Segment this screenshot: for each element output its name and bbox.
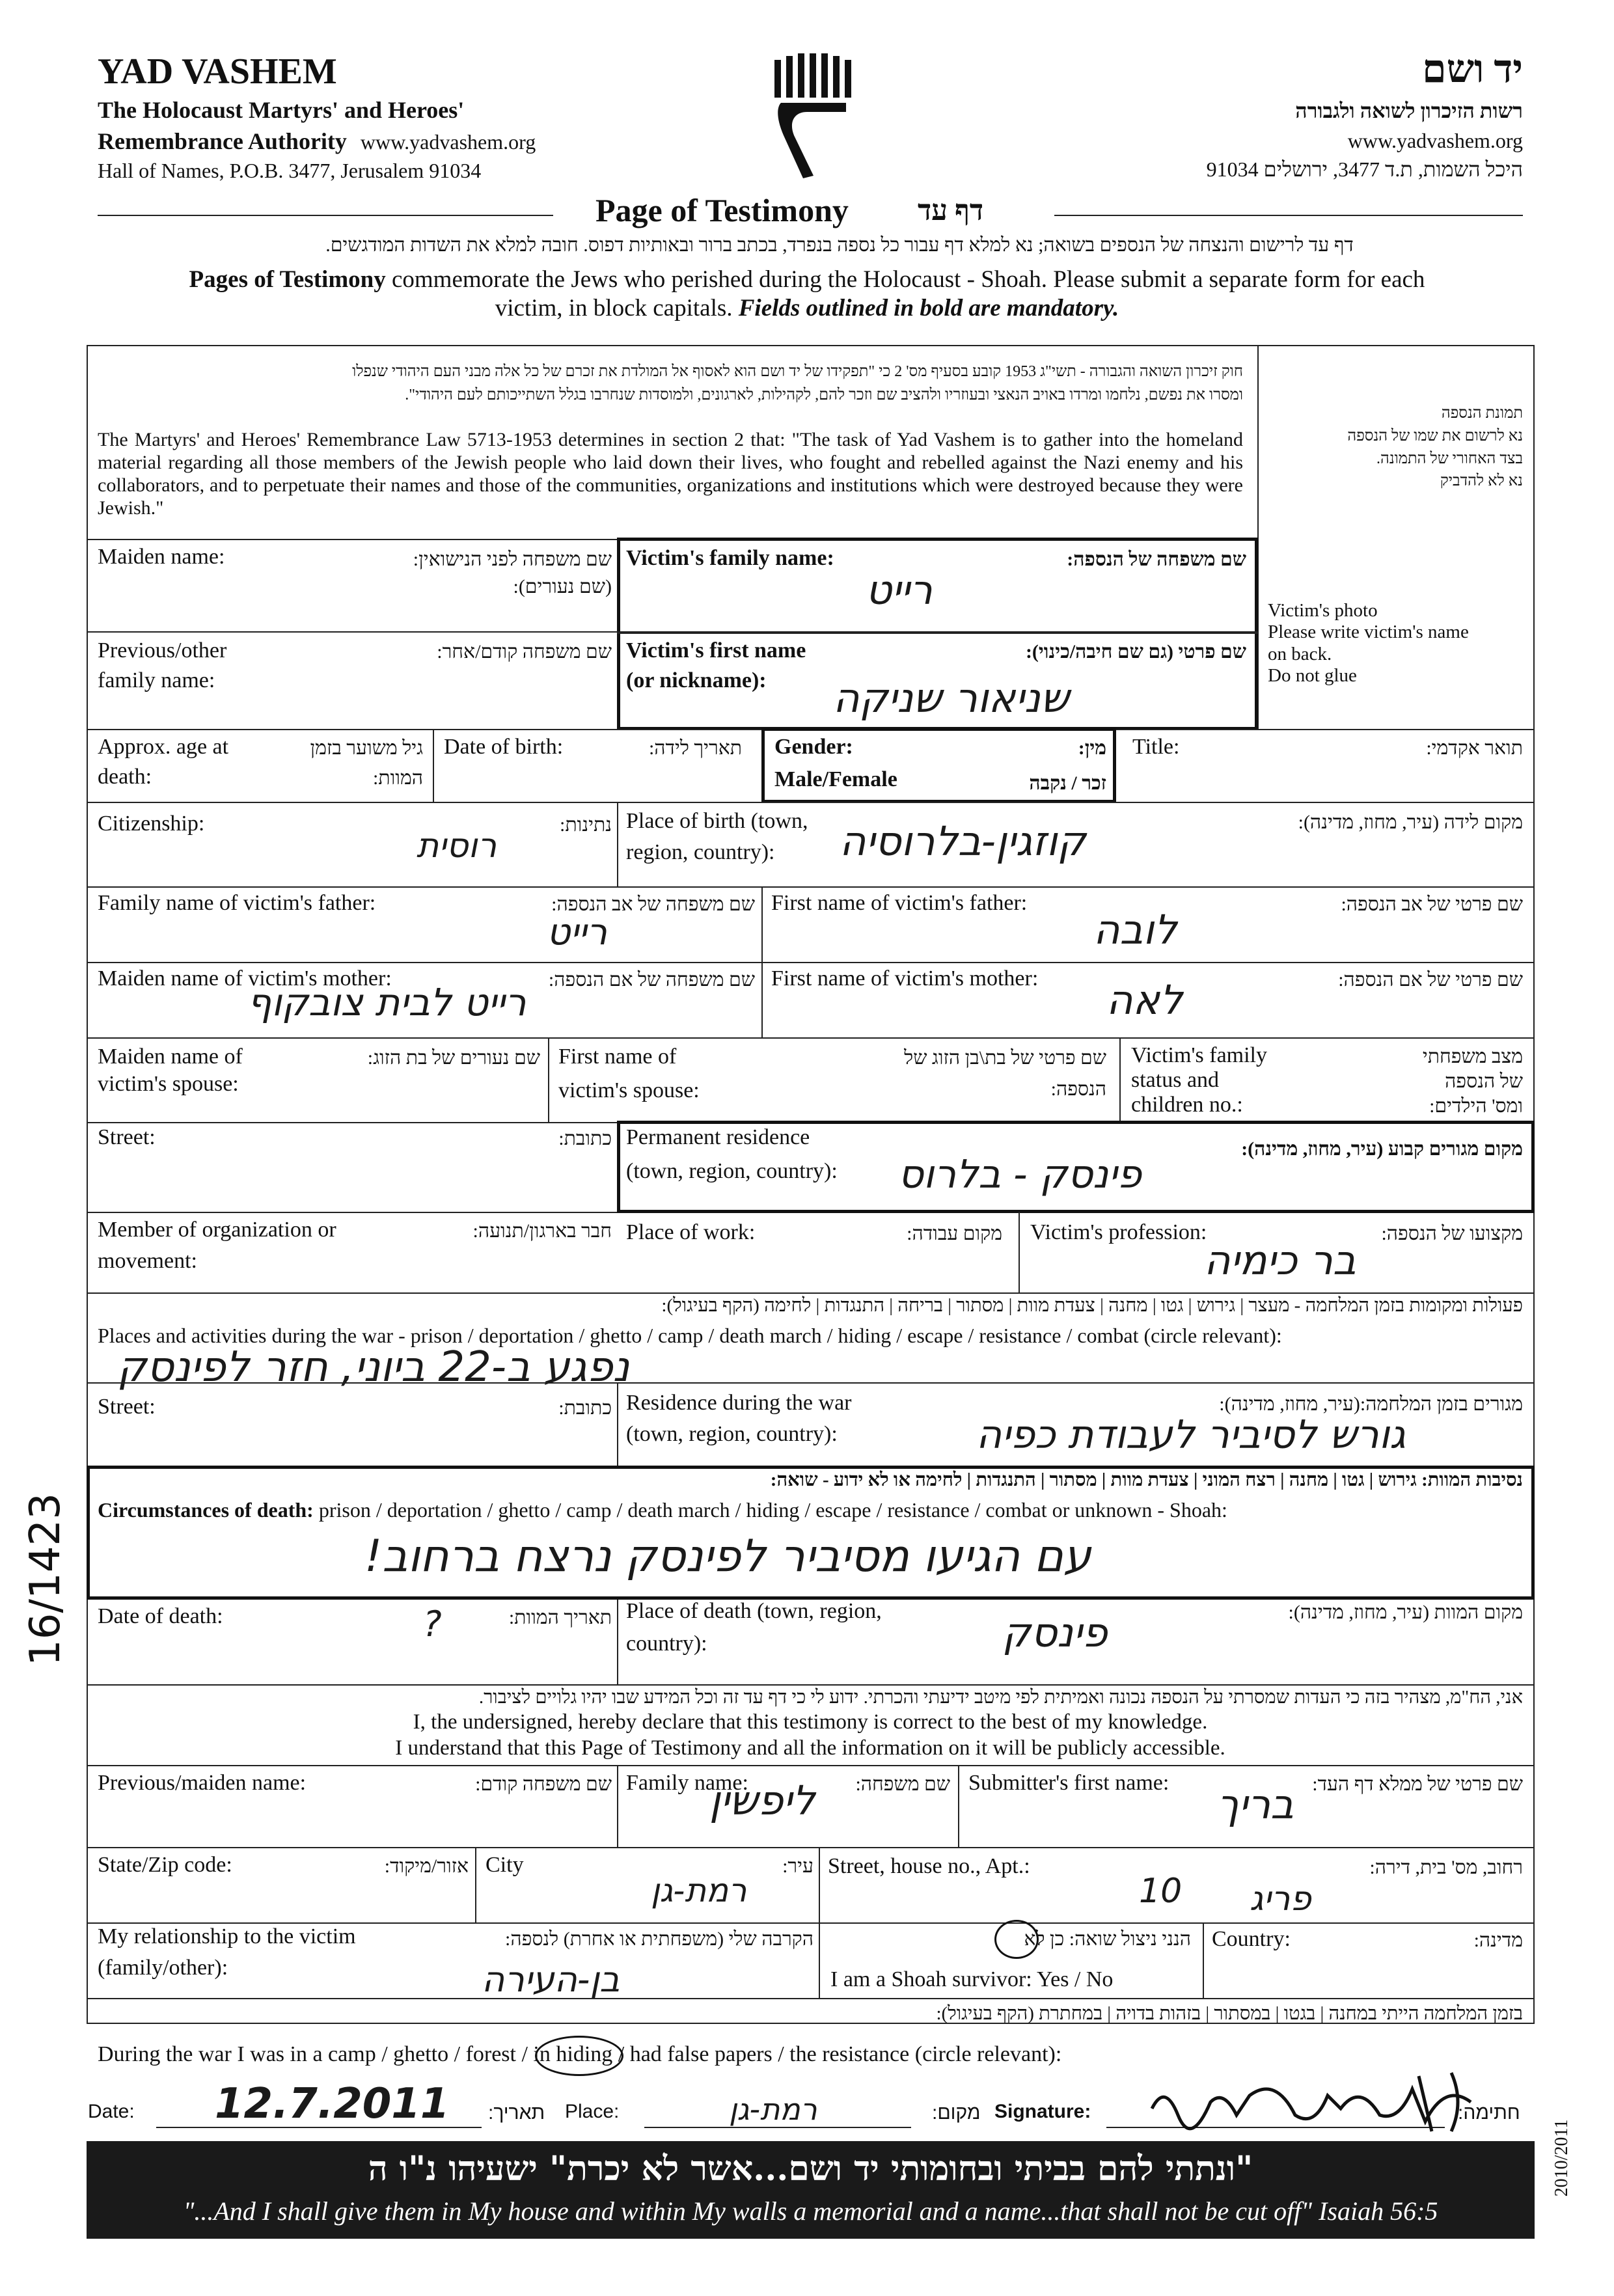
relationship-label-2: (family/other): bbox=[98, 1956, 228, 1980]
death-place-label-1: Place of death (town, region, bbox=[626, 1599, 882, 1623]
form-title-en: Page of Testimony bbox=[595, 192, 849, 228]
work-place-label: Place of work: bbox=[626, 1220, 756, 1244]
death-date-label-he: תאריך המוות: bbox=[508, 1607, 612, 1628]
rule bbox=[87, 1998, 1535, 1999]
residence-label-2: (town, region, country): bbox=[626, 1159, 838, 1183]
org-name-en: YAD VASHEM bbox=[98, 51, 337, 92]
death-place-value[interactable]: פינסק bbox=[1002, 1609, 1108, 1656]
photo-he bbox=[1269, 402, 1523, 493]
submitter-street-number[interactable]: 10 bbox=[1139, 1872, 1183, 1911]
first-name-label-2: (or nickname): bbox=[626, 668, 767, 692]
relationship-value[interactable]: בן-העירה bbox=[482, 1959, 620, 2000]
dob-label-he: תאריך לידה: bbox=[648, 737, 742, 759]
intro-en-mandatory: Fields outlined in bold are mandatory. bbox=[738, 295, 1119, 322]
intro-he: דף עד לרישום והנצחה של הנספים בשואה; נא למלא דף עבור כל נספה בנפרד, בכתב ברור ובאותיות דפוס. חובה למלא את השדות המודגשים. bbox=[325, 234, 1354, 256]
organization-label-he: חבר בארגון/תנועה: bbox=[472, 1220, 612, 1242]
submitter-first-label: Submitter's first name: bbox=[968, 1771, 1169, 1795]
org-name-he: יד ושם bbox=[1422, 48, 1523, 90]
family-name-value[interactable]: רייט bbox=[866, 566, 933, 614]
rule bbox=[1203, 1922, 1204, 1998]
spouse-first-label-he-2: הנספה: bbox=[1050, 1078, 1106, 1100]
war-places-en: Places and activities during the war - prison / deportation / ghetto / camp / death march / hiding / escape / resistance / combat (circle relevant): bbox=[98, 1324, 1282, 1347]
father-family-label-he: שם משפחה של אב הנספה: bbox=[551, 894, 755, 915]
quote-banner bbox=[87, 2141, 1535, 2239]
circumstances-he: נסיבות המוות: גירוש | גטו | מחנה | רצח המוני | צעדת מוות | מסתור | התנגדות | לחימה או לא ידוע - שואה: bbox=[770, 1469, 1523, 1490]
rule bbox=[87, 631, 617, 633]
profession-label-he: מקצועו של הנספה: bbox=[1381, 1223, 1523, 1244]
place-line bbox=[644, 2127, 911, 2128]
previous-family-label-he: שם משפחה קודם/אחר: bbox=[437, 641, 612, 663]
war-places-value[interactable]: נפגע ב-22 ביוני, חזר לפינסק bbox=[117, 1343, 630, 1391]
date-value[interactable]: 12.7.2011 bbox=[215, 2080, 450, 2128]
circumstances-value[interactable]: עם הגיעו מסיביר לפינסק נרצח ברחוב! bbox=[364, 1531, 1091, 1582]
yad-vashem-logo bbox=[768, 52, 859, 182]
submitter-prev-name-label-he: שם משפחה קודם: bbox=[475, 1773, 612, 1795]
age-label-he-2: המוות: bbox=[372, 767, 423, 789]
place-label-he: מקום: bbox=[932, 2102, 981, 2124]
title-label-he: תואר אקדמי: bbox=[1426, 737, 1523, 759]
place-value[interactable]: רמת-גן bbox=[729, 2092, 817, 2127]
date-label: Date: bbox=[88, 2101, 135, 2122]
first-name-label-he: שם פרטי (גם שם חיבה/כינוי): bbox=[1025, 641, 1246, 663]
rule bbox=[87, 1765, 1535, 1766]
spouse-first-label-he-1: שם פרטי של בת\בן הזוג של bbox=[904, 1047, 1106, 1069]
rule bbox=[475, 1847, 476, 1922]
father-family-label: Family name of victim's father: bbox=[98, 891, 376, 915]
rule bbox=[87, 1037, 1535, 1039]
photo-he-4: נא לא להדביק bbox=[1440, 472, 1523, 490]
family-status-label-1: Victim's family bbox=[1131, 1043, 1267, 1067]
rule bbox=[761, 886, 763, 962]
gender-label-1: Gender: bbox=[774, 735, 853, 759]
authority-en-1: The Holocaust Martyrs' and Heroes' bbox=[98, 97, 465, 123]
family-status-label-he-1: מצב משפחתי bbox=[1422, 1046, 1523, 1067]
war-places-he: פעולות ומקומות בזמן המלחמה - מעצר | גירוש | גטו | מחנה | צעדת מוות | מסתור | בריחה | התנגדות | לחימה (הקף בעיגול): bbox=[661, 1295, 1523, 1316]
authority-he: רשות הזיכרון לשואה ולגבורה bbox=[1295, 99, 1523, 122]
declaration-en-2: I understand that this Page of Testimony and all the information on it will be publicly accessible. bbox=[395, 1736, 1225, 1760]
residence-label-1: Permanent residence bbox=[626, 1125, 810, 1149]
photo-he-1: תמונת הנספה bbox=[1441, 405, 1523, 422]
declaration-he: אני, הח"מ, מצהיר בזה כי העדות שמסרתי על הנספה נכונה ואמיתית לפי מיטב ידיעתי והכרתי. ידוע לי כי דף עד זה וכל המידע שבו יהיו גלויים לציבור. bbox=[478, 1687, 1523, 1708]
law-he-2: ומסרו את נפשם, נלחמו ומרדו באויב הנאצי ובעוזריו ולהציב שם וזכר להם, לקהילות, לארגונים, ולמוסדות שנחרבו בגלל השתייכותם לעם היהודי". bbox=[405, 387, 1243, 403]
intro-en-1: commemorate the Jews who perished during the Holocaust - Shoah. Please submit a separate form for each bbox=[385, 266, 1425, 293]
spouse-first-label-1: First name of bbox=[558, 1045, 677, 1069]
rule bbox=[819, 1922, 820, 1998]
residence-label-he: מקום מגורים קבוע (עיר, מחוז, מדינה): bbox=[1241, 1138, 1523, 1160]
rule bbox=[761, 962, 763, 1037]
death-place-label-2: country): bbox=[626, 1632, 707, 1656]
signature-label: Signature: bbox=[994, 2101, 1091, 2122]
war-residence-value[interactable]: גורש לסיביר לעבודת כפיה bbox=[976, 1412, 1406, 1458]
gender-label-he-1: מין: bbox=[1078, 737, 1106, 759]
rule bbox=[433, 729, 434, 802]
maiden-name-label-he: שם משפחה לפני הנישואין: bbox=[413, 549, 612, 570]
death-place-label-he: מקום המוות (עיר, מחוז, מדינה): bbox=[1288, 1602, 1523, 1623]
zip-label: State/Zip code: bbox=[98, 1853, 232, 1877]
country-label: Country: bbox=[1212, 1927, 1291, 1951]
quote-he: "ונתתי להם בביתי ובחומותי יד ושם...אשר לא יכרת" ישעיהו נ"ו ה bbox=[368, 2149, 1253, 2189]
title-rule-right bbox=[1054, 215, 1523, 216]
mother-first-label: First name of victim's mother: bbox=[771, 966, 1039, 991]
photo-en bbox=[1268, 600, 1515, 687]
address-en: Hall of Names, P.O.B. 3477, Jerusalem 91034 bbox=[98, 159, 482, 182]
profession-value[interactable]: בר כימיה bbox=[1204, 1237, 1356, 1284]
family-status-label-3: children no.: bbox=[1131, 1093, 1243, 1117]
submitter-prev-name-label: Previous/maiden name: bbox=[98, 1771, 307, 1795]
submitter-family-label-he: שם משפחה: bbox=[855, 1773, 950, 1795]
relationship-label-he: הקרבה שלי (משפחתית או אחרת) לנספה: bbox=[505, 1928, 814, 1950]
rule bbox=[87, 886, 1535, 888]
serial-number[interactable]: 16/1423 bbox=[21, 1493, 70, 1666]
father-first-value[interactable]: לובה bbox=[1093, 906, 1177, 953]
form-version: 2010/2011 bbox=[1552, 2119, 1572, 2197]
quote-en: "...And I shall give them in My house and within My walls a memorial and a name...that shall not be cut off" Isaiah 56:5 bbox=[183, 2196, 1438, 2226]
photo-en-1: Victim's photo bbox=[1268, 600, 1378, 621]
family-status-label-2: status and bbox=[1131, 1068, 1220, 1092]
rule bbox=[617, 802, 618, 886]
mother-maiden-label: Maiden name of victim's mother: bbox=[98, 966, 392, 991]
spouse-maiden-label-he: שם נעורים של בת הזוג: bbox=[367, 1047, 540, 1069]
rule bbox=[617, 1600, 618, 1684]
rule bbox=[958, 1765, 959, 1847]
rule bbox=[617, 1765, 618, 1847]
previous-family-label-1: Previous/other bbox=[98, 638, 227, 663]
spouse-maiden-label-1: Maiden name of bbox=[98, 1045, 243, 1069]
first-name-value[interactable]: שניאור שניקה bbox=[833, 674, 1069, 722]
first-name-label-1: Victim's first name bbox=[626, 638, 806, 663]
intro-en bbox=[91, 266, 1523, 323]
family-name-label-he: שם משפחה של הנספה: bbox=[1067, 549, 1246, 570]
submitter-signature[interactable] bbox=[1145, 2070, 1484, 2135]
father-family-value[interactable]: רייט bbox=[547, 911, 607, 953]
survivor-yes-circle[interactable] bbox=[994, 1920, 1039, 1959]
organization-label-2: movement: bbox=[98, 1249, 197, 1273]
city-value[interactable]: רמת-גן bbox=[651, 1872, 747, 1909]
photo-en-2: Please write victim's name bbox=[1268, 622, 1469, 643]
organization-label-1: Member of organization or bbox=[98, 1218, 336, 1242]
intro-en-2: victim, in block capitals. bbox=[495, 295, 739, 322]
previous-family-label-2: family name: bbox=[98, 668, 215, 692]
father-first-label: First name of victim's father: bbox=[771, 891, 1028, 915]
city-label-he: עיר: bbox=[782, 1855, 814, 1877]
place-label: Place: bbox=[565, 2101, 620, 2122]
submitter-street-label-he: רחוב, מס' בית, דירה: bbox=[1369, 1857, 1523, 1878]
war-street-label: Street: bbox=[98, 1395, 156, 1419]
rule bbox=[87, 1212, 617, 1213]
mother-maiden-label-he: שם משפחה של אם הנספה: bbox=[548, 969, 755, 991]
date-label-he: תאריך: bbox=[488, 2102, 545, 2124]
citizenship-label-he: נתינות: bbox=[560, 814, 612, 836]
street-label: Street: bbox=[98, 1125, 156, 1149]
mother-maiden-value[interactable]: רייט לבית צובקוף bbox=[247, 980, 527, 1024]
submitter-street-value[interactable]: פריג bbox=[1250, 1879, 1311, 1919]
street-label-he: כתובת: bbox=[558, 1128, 612, 1149]
signature-label-he: חתימה: bbox=[1458, 2102, 1520, 2124]
birthplace-value[interactable]: קוזגין-בלרוסיה bbox=[840, 817, 1086, 865]
age-label-1: Approx. age at bbox=[98, 735, 229, 759]
title-label: Title: bbox=[1132, 735, 1180, 759]
death-date-value[interactable]: ? bbox=[423, 1604, 442, 1645]
rule bbox=[87, 1684, 1535, 1686]
submitter-street-label: Street, house no., Apt.: bbox=[828, 1854, 1030, 1878]
gender-label-he-2: זכר / נקבה bbox=[1029, 772, 1106, 794]
work-place-label-he: מקום עבודה: bbox=[907, 1223, 1002, 1244]
mother-first-value[interactable]: לאה bbox=[1106, 976, 1183, 1024]
profession-label: Victim's profession: bbox=[1030, 1220, 1207, 1244]
war-residence-label-he: מגורים בזמן המלחמה:(עיר, מחוז, מדינה): bbox=[1219, 1393, 1523, 1415]
rule bbox=[1019, 1212, 1020, 1292]
age-label-2: death: bbox=[98, 765, 152, 789]
form-title-he: דף עד bbox=[918, 195, 984, 226]
authority-en-2 bbox=[98, 128, 536, 155]
city-label: City bbox=[486, 1853, 524, 1877]
circumstances-en-text: prison / deportation / ghetto / camp / death march / hiding / escape / resistance / combat or unknown - Shoah: bbox=[313, 1498, 1227, 1522]
survivor-label-en: I am a Shoah survivor: Yes / No bbox=[830, 1967, 1114, 1991]
citizenship-value[interactable]: רוסית bbox=[417, 827, 497, 866]
circumstances-en-bold: Circumstances of death: bbox=[98, 1498, 314, 1522]
declaration-en-1: I, the undersigned, hereby declare that this testimony is correct to the best of my knowledge. bbox=[413, 1710, 1208, 1734]
age-label-he-1: גיל משוער בזמן bbox=[310, 737, 423, 759]
photo-he-2: נא לרשום את שמו של הנספה bbox=[1347, 427, 1523, 444]
death-date-label: Date of death: bbox=[98, 1604, 223, 1628]
rule bbox=[617, 1382, 618, 1467]
website-right: www.yadvashem.org bbox=[1347, 129, 1523, 152]
family-status-label-he-2: של הנספה bbox=[1445, 1071, 1523, 1092]
address-he: היכל השמות, ת.ד 3477, ירושלים 91034 bbox=[1206, 157, 1523, 181]
submitter-family-value[interactable]: ליפשין bbox=[709, 1777, 815, 1824]
country-label-he: מדינה: bbox=[1473, 1930, 1523, 1951]
title-rule-left bbox=[98, 215, 553, 216]
family-status-label-he-3: ומס' הילדים: bbox=[1429, 1095, 1523, 1117]
citizenship-label: Citizenship: bbox=[98, 812, 205, 836]
rule bbox=[87, 1382, 1535, 1384]
rule bbox=[87, 962, 1535, 963]
war-residence-label-2: (town, region, country): bbox=[626, 1422, 838, 1446]
submitter-first-value[interactable]: בריך bbox=[1217, 1781, 1294, 1828]
law-he-1: חוק זיכרון השואה והגבורה - תשי"ג 1953 קובע בסעיף מס' 2 כי "תפקידו של יד ושם הוא לאסוף אל המולדת את זכרם של כל אלה מבני העם היהודי שנפלו bbox=[352, 363, 1243, 380]
maiden-name-label: Maiden name: bbox=[98, 545, 225, 569]
father-first-label-he: שם פרטי של אב הנספה: bbox=[1341, 894, 1523, 915]
birthplace-label-he: מקום לידה (עיר, מחוז, מדינה): bbox=[1298, 812, 1523, 833]
war-status-en: During the war I was in a camp / ghetto / forest / in hiding / had false papers / the resistance (circle relevant): bbox=[98, 2042, 1062, 2066]
authority-en-2-text: Remembrance Authority bbox=[98, 128, 347, 154]
forest-circle[interactable] bbox=[535, 2036, 623, 2076]
relationship-label-1: My relationship to the victim bbox=[98, 1924, 356, 1948]
residence-value[interactable]: פינסק - בלרוס bbox=[898, 1152, 1142, 1197]
maiden-name-label-he2: (שם נעורים): bbox=[513, 576, 612, 597]
photo-en-3: on back. bbox=[1268, 643, 1332, 664]
website-left: www.yadvashem.org bbox=[360, 130, 536, 154]
photo-en-4: Do not glue bbox=[1268, 665, 1357, 687]
law-en: The Martyrs' and Heroes' Remembrance Law 5713-1953 determines in section 2 that: "The task of Yad Vashem is to gather into the homeland material regarding all those members of the Jewish people who laid down their lives, who fought and rebelled against the Nazi enemy and his collaborators, and to perpetuate their names and those of the communities, organizations and institutions which were destroyed because they were Jewish." bbox=[98, 429, 1243, 519]
rule bbox=[87, 1292, 1535, 1294]
circumstances-en bbox=[98, 1498, 1523, 1522]
birthplace-label-1: Place of birth (town, bbox=[626, 809, 808, 833]
survivor-label-he: הנני ניצול שואה: כן לא bbox=[1024, 1928, 1191, 1950]
spouse-maiden-label-2: victim's spouse: bbox=[98, 1072, 239, 1096]
birthplace-label-2: region, country): bbox=[626, 840, 775, 864]
gender-label-2: Male/Female bbox=[774, 767, 897, 791]
rule bbox=[819, 1847, 820, 1922]
dob-label: Date of birth: bbox=[444, 735, 564, 759]
zip-label-he: אזור/מיקוד: bbox=[384, 1855, 469, 1877]
rule bbox=[1119, 1037, 1121, 1122]
submitter-first-label-he: שם פרטי של ממלא דף העד: bbox=[1312, 1773, 1523, 1795]
spouse-first-label-2: victim's spouse: bbox=[558, 1078, 700, 1102]
war-residence-label-1: Residence during the war bbox=[626, 1391, 852, 1415]
war-status-he: בזמן המלחמה הייתי במחנה | בגטו | במסתור | בזהות בדויה | במחתרת (הקף בעיגול): bbox=[936, 2003, 1523, 2024]
war-street-label-he: כתובת: bbox=[558, 1397, 612, 1419]
rule bbox=[548, 1037, 549, 1122]
rule bbox=[87, 802, 1535, 803]
rule bbox=[87, 1847, 1535, 1848]
rule bbox=[617, 631, 1258, 634]
submitter-family-label: Family name: bbox=[626, 1771, 748, 1795]
family-name-label: Victim's family name: bbox=[626, 546, 834, 570]
intro-en-bold: Pages of Testimony bbox=[189, 266, 386, 293]
mother-first-label-he: שם פרטי של אם הנספה: bbox=[1338, 969, 1523, 991]
photo-he-3: בצד האחורי של התמונה. bbox=[1376, 450, 1523, 467]
